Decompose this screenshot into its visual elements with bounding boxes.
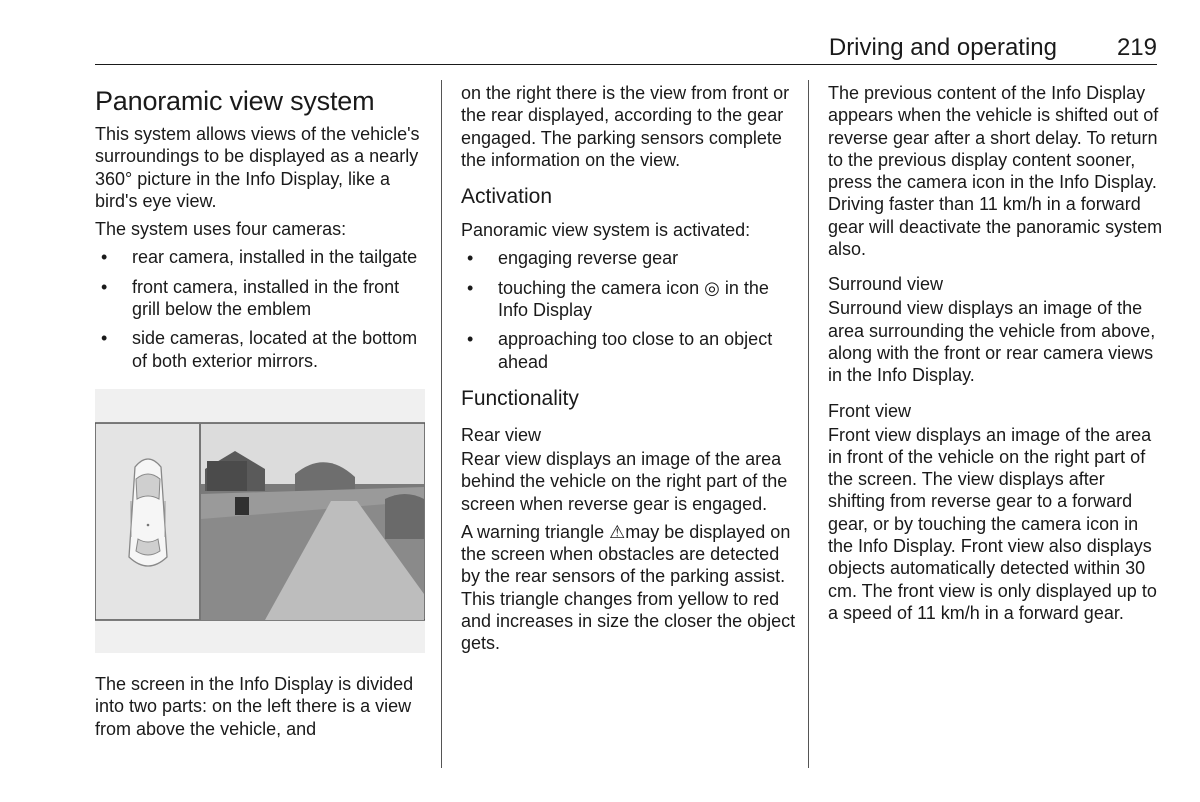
list-item	[461, 328, 801, 373]
front-view-heading: Front view	[828, 400, 912, 421]
surround-view-heading: Surround view	[828, 274, 944, 295]
list-item	[95, 276, 430, 321]
bullet-icon: •	[467, 248, 474, 269]
previous-content-paragraph: The previous content of the Info Display appears when the vehicle is shifted out of reverse gear after a short delay. To return to the previous display content sooner, press the camera icon in the Info Display. Driving faster than 11 km/h in a forward gear will deactivate the panoramic system also.	[828, 83, 1163, 260]
list-item	[461, 247, 801, 269]
activation-list	[461, 247, 801, 372]
info-display-image	[95, 389, 425, 653]
rear-view-paragraph: Rear view displays an image of the area behind the vehicle on the right part of the screen when reverse gear is engaged.	[461, 448, 788, 514]
column-divider	[441, 80, 442, 768]
warning-paragraph: A warning triangle ⚠may be displayed on the screen when obstacles are detected by the rear sensors of the parking assist. This triangle changes from yellow to red and increases in size the closer the object gets.	[461, 521, 796, 654]
list-item-text: touching the camera icon ◎ in the Info Display	[498, 277, 769, 321]
surround-view-paragraph: Surround view displays an image of the area surrounding the vehicle from above, along with the front or rear camera views in the Info Display.	[828, 298, 1156, 386]
page-number: 219	[1116, 34, 1157, 61]
bullet-icon: •	[101, 276, 108, 297]
front-view-paragraph: Front view displays an image of the area in front of the vehicle on the right part of the screen. The view displays after shifting from reverse gear to a forward gear, or by touching the camera icon in the Info Display. Front view also displays objects automatically detected within 30 cm. The front view is only displayed up to a speed of 11 km/h in a forward gear.	[828, 424, 1157, 623]
info-display-illustration	[95, 389, 425, 653]
list-item	[95, 246, 430, 268]
continued-paragraph: on the right there is the view from front or the rear displayed, according to the gear engaged. The parking sensors complete the information on the view.	[461, 83, 790, 170]
rear-view-heading: Rear view	[461, 424, 542, 445]
bullet-icon: •	[101, 328, 108, 349]
page-header	[95, 30, 1157, 65]
page-title: Panoramic view system	[95, 86, 375, 116]
cameras-list	[95, 246, 430, 371]
camera-view-photo	[201, 424, 424, 620]
column-left	[95, 80, 430, 746]
column-middle	[461, 80, 801, 661]
column-divider	[808, 80, 809, 768]
functionality-heading: Functionality	[461, 386, 579, 410]
activation-heading: Activation	[461, 185, 553, 209]
bullet-icon: •	[467, 329, 474, 350]
list-item-text: front camera, installed in the front grill below the emblem	[132, 276, 400, 320]
list-item-text: rear camera, installed in the tailgate	[132, 247, 418, 268]
list-item	[461, 277, 801, 322]
list-item-text: engaging reverse gear	[498, 248, 679, 269]
bullet-icon: •	[467, 277, 474, 298]
bullet-icon: •	[101, 247, 108, 268]
activation-intro: Panoramic view system is activated:	[461, 220, 751, 241]
cameras-intro: The system uses four cameras:	[95, 219, 347, 240]
intro-paragraph: This system allows views of the vehicle's surroundings to be displayed as a nearly 360° picture in the Info Display, like a bird's eye view.	[95, 124, 420, 211]
list-item	[95, 327, 430, 372]
column-right	[828, 80, 1163, 630]
list-item-text: approaching too close to an object ahead	[498, 329, 773, 372]
list-item-text: side cameras, located at the bottom of both exterior mirrors.	[132, 328, 418, 371]
car-top-view-icon	[129, 459, 167, 566]
section-title: Driving and operating	[828, 34, 1057, 61]
screen-paragraph: The screen in the Info Display is divided into two parts: on the left there is a view from above the vehicle, and	[95, 673, 414, 739]
